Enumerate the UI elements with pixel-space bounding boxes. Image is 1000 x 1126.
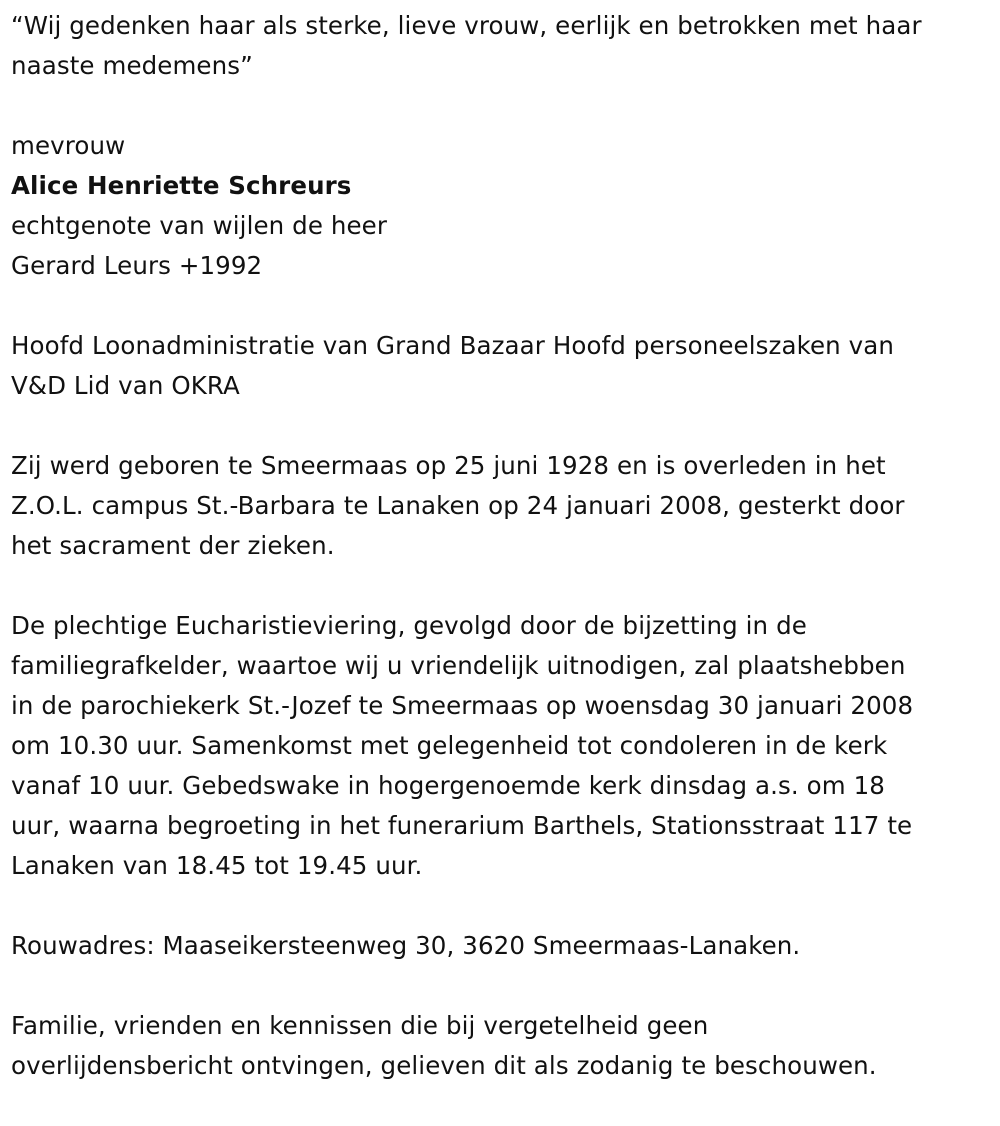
birth-death-paragraph (11, 446, 986, 566)
deceased-relation: echtgenote van wijlen de heer (11, 211, 388, 240)
quote-line-2: naaste medemens” (11, 51, 253, 80)
spacer (11, 406, 986, 446)
career-line-2: V&D Lid van OKRA (11, 371, 240, 400)
closing-paragraph (11, 1006, 986, 1086)
birth-death-line-1: Zij werd geboren te Smeermaas op 25 juni 1928 en is overleden in het (11, 451, 886, 480)
ceremony-line-2: familiegrafkelder, waartoe wij u vriendelijk uitnodigen, zal plaatshebben (11, 651, 906, 680)
ceremony-line-5: vanaf 10 uur. Gebedswake in hogergenoemde kerk dinsdag a.s. om 18 (11, 771, 885, 800)
spacer (11, 566, 986, 606)
ceremony-line-3: in de parochiekerk St.-Jozef te Smeermaas op woensdag 30 januari 2008 (11, 691, 914, 720)
deceased-title: mevrouw (11, 131, 126, 160)
deceased-block (11, 126, 986, 286)
ceremony-paragraph (11, 606, 986, 886)
birth-death-line-2: Z.O.L. campus St.-Barbara te Lanaken op 24 januari 2008, gesterkt door (11, 491, 905, 520)
ceremony-line-7: Lanaken van 18.45 tot 19.45 uur. (11, 851, 423, 880)
spacer (11, 86, 986, 126)
quote-line-1: “Wij gedenken haar als sterke, lieve vrouw, eerlijk en betrokken met haar (11, 11, 922, 40)
career-paragraph (11, 326, 986, 406)
birth-death-line-3: het sacrament der zieken. (11, 531, 335, 560)
career-line-1: Hoofd Loonadministratie van Grand Bazaar Hoofd personeelszaken van (11, 331, 895, 360)
deceased-name: Alice Henriette Schreurs (11, 171, 352, 200)
deceased-spouse: Gerard Leurs +1992 (11, 251, 263, 280)
closing-line-1: Familie, vrienden en kennissen die bij vergetelheid geen (11, 1011, 709, 1040)
mourning-address: Rouwadres: Maaseikersteenweg 30, 3620 Smeermaas-Lanaken. (11, 931, 801, 960)
ceremony-line-1: De plechtige Eucharistieviering, gevolgd door de bijzetting in de (11, 611, 807, 640)
spacer (11, 966, 986, 1006)
spacer (11, 286, 986, 326)
ceremony-line-4: om 10.30 uur. Samenkomst met gelegenheid tot condoleren in de kerk (11, 731, 888, 760)
ceremony-line-6: uur, waarna begroeting in het funerarium Barthels, Stationsstraat 117 te (11, 811, 913, 840)
closing-line-2: overlijdensbericht ontvingen, gelieven dit als zodanig te beschouwen. (11, 1051, 877, 1080)
address-paragraph (11, 926, 986, 966)
memorial-quote (11, 6, 986, 86)
spacer (11, 886, 986, 926)
